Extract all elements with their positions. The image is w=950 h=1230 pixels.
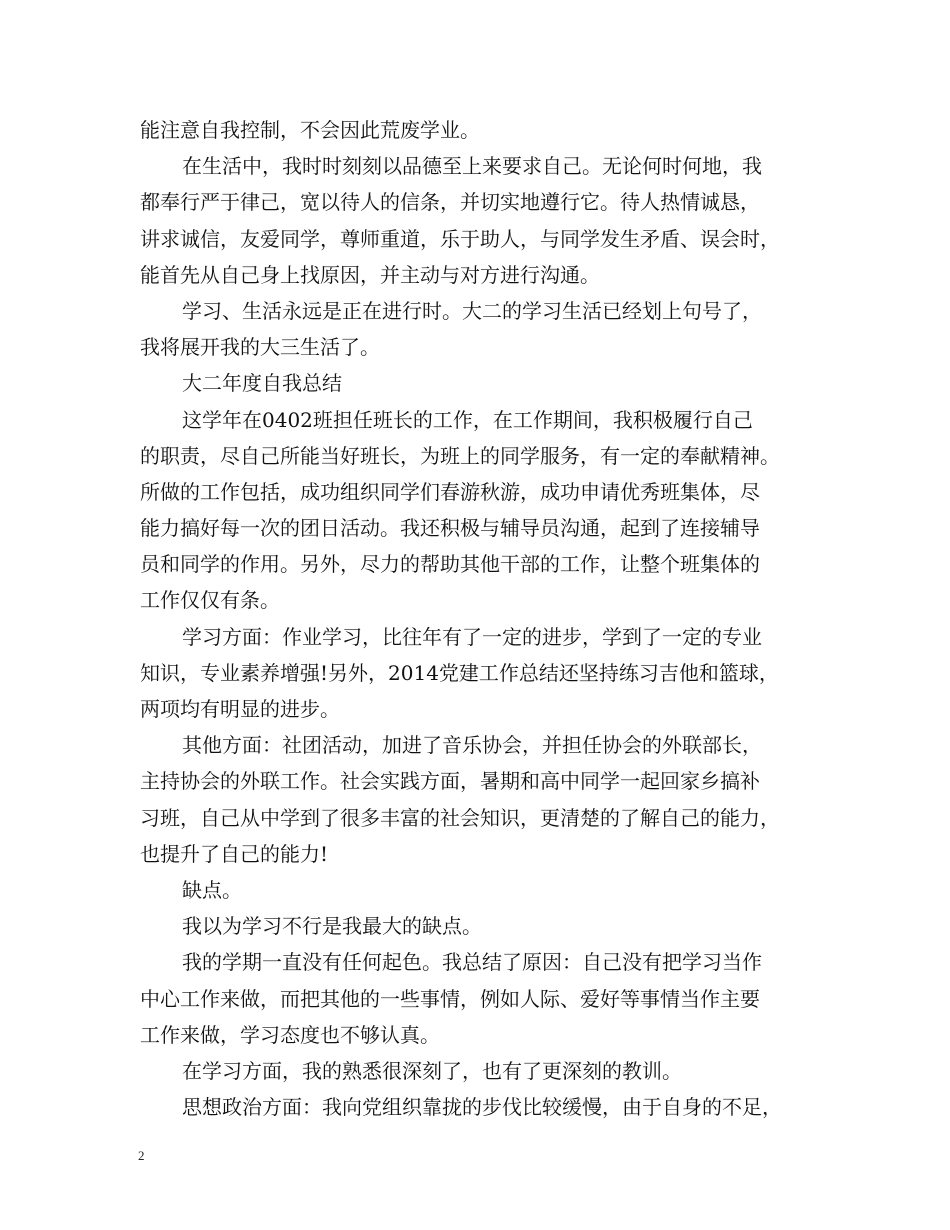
text-line: 工作仅仅有条。 (140, 588, 280, 613)
text-line: 工作来做，学习态度也不够认真。 (140, 1022, 440, 1047)
text-line: 我将展开我的大三生活了。 (140, 335, 380, 360)
text-line: 我的学期一直没有任何起色。我总结了原因：自己没有把学习当作 (182, 950, 762, 975)
text-line: 学习、生活永远是正在进行时。大二的学习生活已经划上句号了， (182, 298, 762, 323)
text-line: 我以为学习不行是我最大的缺点。 (182, 914, 482, 939)
text-line: 员和同学的作用。另外，尽力的帮助其他干部的工作，让整个班集体的 (140, 552, 760, 577)
text-line: 能力搞好每一次的团日活动。我还积极与辅导员沟通，起到了连接辅导 (140, 516, 760, 541)
text-line: 主持协会的外联工作。社会实践方面，暑期和高中同学一起回家乡搞补 (140, 769, 760, 794)
text-line: 学习方面：作业学习，比往年有了一定的进步，学到了一定的专业 (182, 624, 762, 649)
text-line: 的职责，尽自己所能当好班长，为班上的同学服务，有一定的奉献精神。 (140, 443, 780, 468)
text-line: 在生活中，我时时刻刻以品德至上来要求自己。无论何时何地，我 (182, 154, 762, 179)
text-line: 缺点。 (182, 877, 242, 902)
text-line: 中心工作来做，而把其他的一些事情，例如人际、爱好等事情当作主要 (140, 986, 760, 1011)
text-line: 这学年在0402班担任班长的工作，在工作期间，我积极履行自己 (182, 407, 753, 432)
text-line: 思想政治方面：我向党组织靠拢的步伐比较缓慢，由于自身的不足， (182, 1095, 782, 1120)
text-line: 所做的工作包括，成功组织同学们春游秋游，成功申请优秀班集体，尽 (140, 479, 760, 504)
text-line: 其他方面：社团活动，加进了音乐协会，并担任协会的外联部长， (182, 733, 762, 758)
text-line: 都奉行严于律己，宽以待人的信条，并切实地遵行它。待人热情诚恳， (140, 190, 760, 215)
text-line: 两项均有明显的进步。 (140, 697, 340, 721)
text-line: 能注意自我控制，不会因此荒废学业。 (140, 118, 480, 142)
text-line: 也提升了自己的能力! (140, 841, 329, 866)
body-text (140, 112, 824, 1125)
text-line: 习班，自己从中学到了很多丰富的社会知识，更清楚的了解自己的能力， (140, 805, 780, 830)
text-line: 在学习方面，我的熟悉很深刻了，也有了更深刻的教训。 (182, 1058, 682, 1083)
text-line: 大二年度自我总结 (182, 371, 342, 396)
page-number: 2 (138, 1148, 145, 1163)
text-line: 讲求诚信，友爱同学，尊师重道，乐于助人，与同学发生矛盾、误会时， (140, 226, 780, 251)
text-line: 知识，专业素养增强!另外，2014党建工作总结还坚持练习吉他和篮球， (140, 660, 779, 685)
text-line: 能首先从自己身上找原因，并主动与对方进行沟通。 (140, 262, 600, 287)
